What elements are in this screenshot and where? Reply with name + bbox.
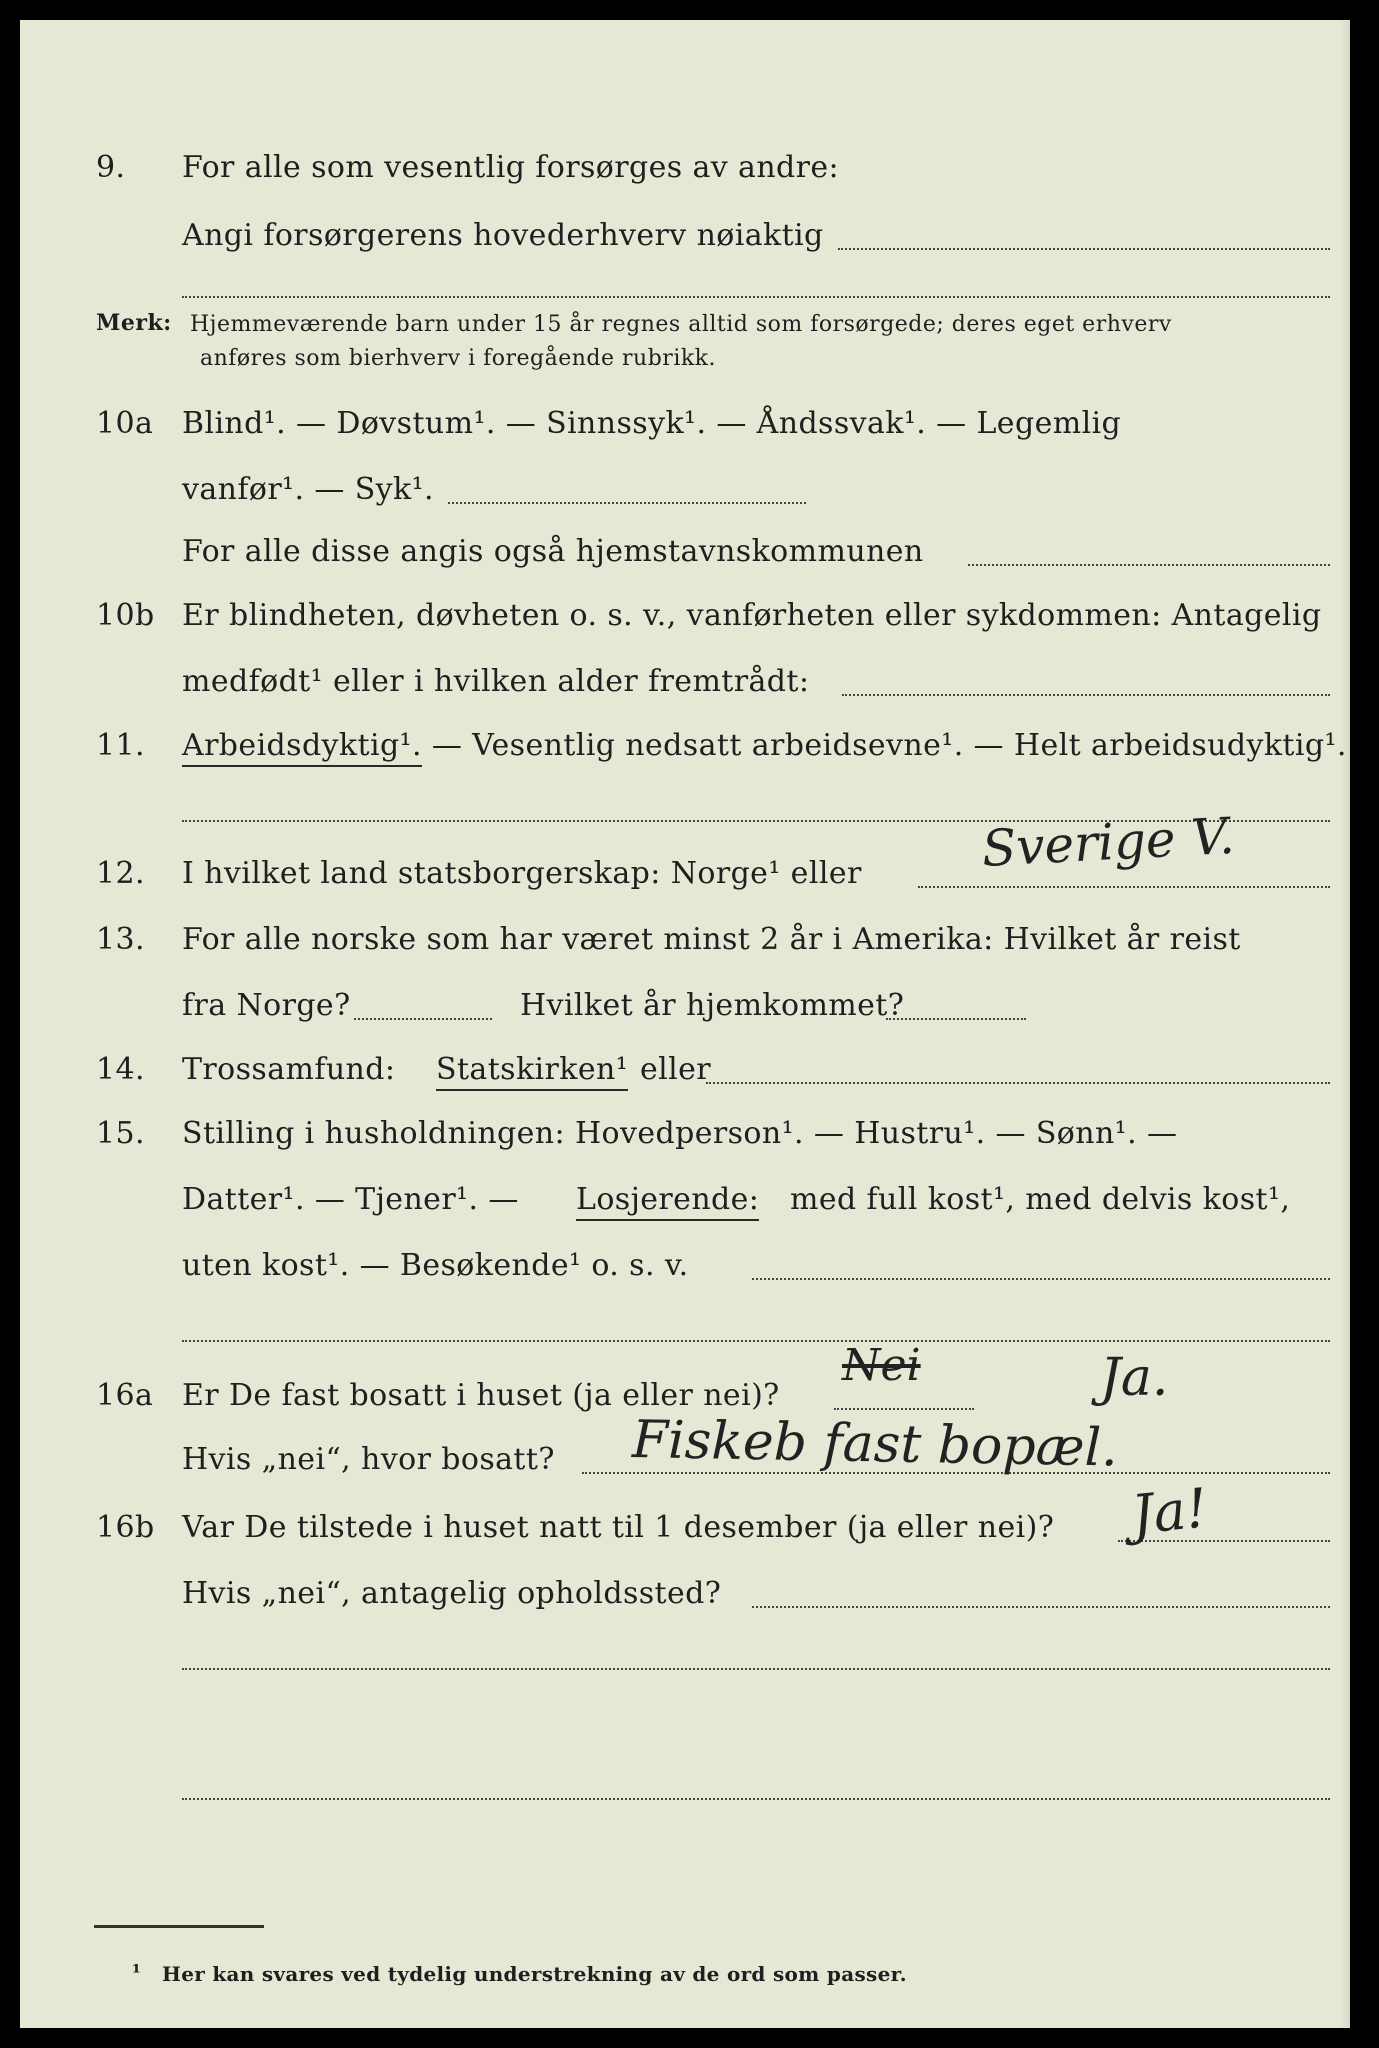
q16a-number: 16a bbox=[96, 1378, 154, 1413]
q14-statskirken-underlined bbox=[436, 1052, 628, 1087]
merk-label: Merk: bbox=[96, 310, 172, 336]
q16b-number: 16b bbox=[96, 1510, 155, 1545]
q15-losjerende: Losjerende: bbox=[576, 1182, 759, 1221]
q13-reist-line bbox=[354, 1018, 492, 1020]
q9-answer-line bbox=[838, 248, 1330, 250]
q15-line3: uten kost¹. — Besøkende¹ o. s. v. bbox=[182, 1248, 689, 1283]
q15-number: 15. bbox=[96, 1116, 145, 1151]
q13-number: 13. bbox=[96, 922, 145, 957]
q16a-line2: Hvis „nei“, hvor bosatt? bbox=[182, 1442, 555, 1477]
q10b-line2: medfødt¹ eller i hvilken alder fremtrådt: bbox=[182, 664, 810, 699]
q16b-line2: Hvis „nei“, antagelig opholdssted? bbox=[182, 1576, 722, 1611]
q10b-number: 10b bbox=[96, 598, 155, 633]
q16b-line1: Var De tilstede i huset natt til 1 desember (ja eller nei)? bbox=[182, 1510, 1055, 1545]
q14-label: Trossamfund: bbox=[182, 1052, 396, 1087]
q14-number: 14. bbox=[96, 1052, 145, 1087]
q15-answer-line-2 bbox=[182, 1340, 1330, 1342]
q11-arbeidsdyktig-underlined: Arbeidsdyktig¹. bbox=[182, 728, 422, 767]
q10b-line1: Er blindheten, døvheten o. s. v., vanførheten eller sykdommen: Antagelig bbox=[182, 598, 1322, 633]
q15-line1: Stilling i husholdningen: Hovedperson¹. — Hustru¹. — Sønn¹. — bbox=[182, 1116, 1178, 1151]
q16b-opholdssted-line bbox=[752, 1606, 1330, 1608]
q9-number: 9. bbox=[96, 150, 126, 185]
merk-line2: anføres som bierhverv i foregående rubrikk. bbox=[200, 346, 717, 371]
q10b-answer-line bbox=[842, 694, 1330, 696]
footnote-rule bbox=[94, 1925, 264, 1928]
merk-line1: Hjemmeværende barn under 15 år regnes alltid som forsørgede; deres eget erhverv bbox=[190, 312, 1172, 337]
q15-line2a: Datter¹. — Tjener¹. — bbox=[182, 1182, 519, 1217]
footnote-text: Her kan svares ved tydelig understrekning av de ord som passer. bbox=[162, 1962, 907, 1986]
q11-line bbox=[182, 728, 1347, 763]
census-form-page bbox=[20, 20, 1350, 2028]
q12-handwritten-answer: Sverige V. bbox=[980, 806, 1236, 878]
q16a-handwritten-answer: Ja. bbox=[1100, 1348, 1169, 1408]
q16a-handwritten-bosatt: Fiskeb fast bopæl. bbox=[631, 1410, 1119, 1479]
q11-number: 11. bbox=[96, 728, 145, 763]
q13-line2b: Hvilket år hjemkommet? bbox=[520, 988, 905, 1023]
q16b-handwritten-answer: Ja! bbox=[1128, 1476, 1211, 1547]
q10a-hjemstavn-line bbox=[968, 564, 1330, 566]
q12-line: I hvilket land statsborgerskap: Norge¹ eller bbox=[182, 856, 862, 891]
q9-line2: Angi forsørgerens hovederhverv nøiaktig bbox=[182, 218, 824, 253]
q9-line1: For alle som vesentlig forsørges av andre: bbox=[182, 150, 840, 185]
q16a-answer-line bbox=[834, 1408, 974, 1410]
q14-eller: eller bbox=[640, 1052, 712, 1087]
q13-hjemkommet-line bbox=[886, 1018, 1026, 1020]
q16a-line1: Er De fast bosatt i huset (ja eller nei)? bbox=[182, 1378, 780, 1413]
q11-rest: — Vesentlig nedsatt arbeidsevne¹. — Helt arbeidsudyktig¹. bbox=[421, 728, 1347, 763]
q12-number: 12. bbox=[96, 856, 145, 891]
blank-answer-line-2 bbox=[182, 1798, 1330, 1800]
q12-answer-line bbox=[918, 886, 1330, 888]
q10a-number: 10a bbox=[96, 406, 154, 441]
q10a-line1: Blind¹. — Døvstum¹. — Sinnssyk¹. — Åndssvak¹. — Legemlig bbox=[182, 406, 1122, 441]
q10a-line2: vanfør¹. — Syk¹. bbox=[182, 472, 434, 507]
q15-answer-line bbox=[752, 1278, 1330, 1280]
q13-line2a: fra Norge? bbox=[182, 988, 351, 1023]
q14-answer-line bbox=[706, 1082, 1330, 1084]
q15-line2c: med full kost¹, med delvis kost¹, bbox=[790, 1182, 1291, 1217]
q10a-line3: For alle disse angis også hjemstavnskommunen bbox=[182, 534, 924, 569]
blank-answer-line-1 bbox=[182, 1668, 1330, 1670]
footnote-mark: ¹ bbox=[132, 1960, 142, 1984]
q9-answer-line-2 bbox=[182, 296, 1330, 298]
q16a-struck-answer: Nei bbox=[842, 1340, 921, 1391]
q14-statskirken: Statskirken¹ bbox=[436, 1052, 628, 1091]
q10a-answer-line bbox=[448, 502, 806, 504]
page-edge bbox=[1340, 20, 1350, 2028]
q15-losjerende-underlined bbox=[576, 1182, 759, 1217]
q13-line1: For alle norske som har været minst 2 år i Amerika: Hvilket år reist bbox=[182, 922, 1241, 957]
